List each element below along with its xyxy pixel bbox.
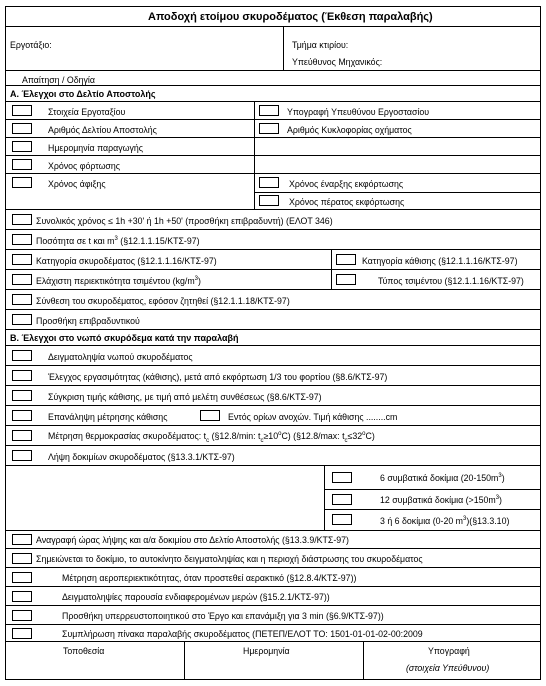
- slump-repeat-checkbox[interactable]: [12, 410, 32, 421]
- row-unloading-end: [6, 192, 540, 210]
- signature-label: Υπογραφή: [428, 646, 470, 656]
- row-table-fill: [6, 625, 540, 642]
- cement-type-checkbox[interactable]: [336, 274, 356, 285]
- twelve-specimens-checkbox[interactable]: [332, 494, 352, 505]
- quantity-prefix: Ποσότητα σε t και m: [36, 236, 115, 246]
- min-cement-divider: [331, 270, 332, 290]
- loading-time-label: Χρόνος φόρτωσης: [48, 161, 120, 171]
- total-time-checkbox[interactable]: [12, 214, 32, 225]
- temperature-prefix: Μέτρηση θερμοκρασίας σκυροδέματος: t: [48, 431, 207, 441]
- air-content-checkbox[interactable]: [12, 572, 32, 583]
- arrival-time-checkbox[interactable]: [12, 177, 32, 188]
- sampling-label: Δειγματοληψία νωπού σκυροδέματος: [48, 352, 193, 362]
- retarder-label: Προσθήκη επιβραδυντικού: [36, 316, 140, 326]
- row-note-specimen: [6, 549, 540, 568]
- quantity-unit-exponent: 3: [114, 236, 118, 243]
- min-cement-prefix: Ελάχιστη περιεκτικότητα τσιμέντου (kg/m: [36, 276, 195, 286]
- quantity-label: [36, 236, 200, 247]
- arrival-time-label: Χρόνος άφιξης: [48, 179, 106, 189]
- temperature-min-2: ≥10: [263, 431, 279, 441]
- twelve-specimens-text: 12 συμβατικά δοκίμια (>150m: [380, 495, 496, 505]
- temperature-min-1: (§12.8/min: t: [209, 431, 261, 441]
- footer-divider-2: [363, 642, 364, 680]
- min-cement-suffix: ): [198, 276, 201, 286]
- section-b-heading-row: [6, 330, 540, 346]
- quantity-suffix: (§12.1.1.15/ΚΤΣ-97): [117, 236, 200, 246]
- row-twelve-specimens: [324, 490, 540, 510]
- row-min-cement: [6, 270, 540, 290]
- requirement-row: [6, 71, 540, 86]
- row-production-date: [6, 138, 540, 156]
- row-slump-compare: [6, 386, 540, 406]
- production-date-checkbox[interactable]: [12, 141, 32, 152]
- unloading-start-checkbox[interactable]: [259, 177, 279, 188]
- title-row: [6, 7, 540, 27]
- temperature-checkbox[interactable]: [12, 430, 32, 441]
- table-fill-label: Συμπλήρωση πίνακα παραλαβής σκυροδέματος (ΠΕΤΕΠ/ΕΛΟΤ ΤΟ: 1501-01-01-02-00:2009: [62, 629, 423, 639]
- acceptance-form: [5, 6, 541, 680]
- slump-compare-label: Σύγκριση τιμής κάθισης, με τιμή από μελέτη συνθέσεως (§8.6/ΚΤΣ-97): [48, 392, 322, 402]
- concrete-class-divider: [331, 250, 332, 270]
- header-divider: [283, 27, 284, 71]
- temperature-degree-1: o: [278, 431, 282, 438]
- sampling-checkbox[interactable]: [12, 350, 32, 361]
- plant-manager-signature-label: Υπογραφή Υπευθύνου Εργοστασίου: [287, 107, 430, 117]
- table-fill-checkbox[interactable]: [12, 628, 32, 639]
- row-quantity: [6, 230, 540, 250]
- composition-label: Σύνθεση του σκυροδέματος, εφόσον ζητηθεί (§12.1.1.18/ΚΤΣ-97): [36, 296, 290, 306]
- six-specimens-exponent: 3: [498, 473, 502, 480]
- twelve-specimens-end: ): [499, 495, 502, 505]
- six-specimens-end: ): [501, 473, 505, 483]
- concrete-class-checkbox[interactable]: [12, 254, 32, 265]
- three-six-specimens-label: [380, 516, 509, 527]
- production-date-label: Ημερομηνία παραγωγής: [48, 143, 144, 153]
- site-label: Εργοτάξιο:: [10, 40, 52, 50]
- within-tolerance-checkbox[interactable]: [200, 410, 220, 421]
- row-retarder: [6, 310, 540, 330]
- specimens-label: Λήψη δοκιμίων σκυροδέματος (§13.3.1/ΚΤΣ-97): [48, 452, 235, 462]
- delivery-note-label: Αριθμός Δελτίου Αποστολής: [48, 125, 157, 135]
- row-temperature: [6, 426, 540, 446]
- plant-details-label: Στοιχεία Εργοταξίου: [48, 107, 126, 117]
- temperature-degree-2: o: [362, 431, 366, 438]
- location-label: Τοποθεσία: [63, 646, 105, 656]
- vehicle-number-checkbox[interactable]: [259, 123, 279, 134]
- min-cement-checkbox[interactable]: [12, 274, 32, 285]
- unloading-end-label: Χρόνος πέρατος εκφόρτωσης: [289, 197, 405, 207]
- sampling-parties-checkbox[interactable]: [12, 591, 32, 602]
- row-workability: [6, 366, 540, 386]
- unloading-start-label: Χρόνος έναρξης εκφόρτωσης: [289, 179, 404, 189]
- row-loading-time: [6, 156, 540, 174]
- footer-divider-1: [184, 642, 185, 680]
- row-composition: [6, 290, 540, 310]
- signature-note: (στοιχεία Υπεύθυνου): [406, 663, 490, 673]
- row-arrival-time: [6, 174, 540, 192]
- three-six-specimens-text: 3 ή 6 δοκίμια (0-20 m: [380, 516, 464, 526]
- composition-checkbox[interactable]: [12, 294, 32, 305]
- row-sampling: [6, 346, 540, 366]
- six-specimens-text: 6 συμβατικά δοκίμια (20-150m: [380, 473, 499, 483]
- temperature-subscript-3: c: [344, 437, 348, 444]
- unloading-end-checkbox[interactable]: [259, 195, 279, 206]
- section-b-heading: Β. Έλεγχοι στο νωπό σκυρόδεμα κατά την παραλαβή: [10, 333, 239, 343]
- vehicle-number-label: Αριθμός Κυκλοφορίας οχήματος: [287, 125, 412, 135]
- slump-class-label: Κατηγορία κάθισης (§12.1.1.16/ΚΤΣ-97): [362, 256, 518, 266]
- row-three-six-specimens: [324, 510, 540, 530]
- superplasticizer-label: Προσθήκη υπερρευστοποιητικού στο Έργο και επανάμιξη για 3 min (§6.9/ΚΤΣ-97)): [62, 611, 384, 621]
- delivery-note-checkbox[interactable]: [12, 123, 32, 134]
- concrete-class-label: Κατηγορία σκυροδέματος (§12.1.1.16/ΚΤΣ-97): [36, 256, 217, 266]
- plant-details-checkbox[interactable]: [12, 105, 32, 116]
- specimens-checkbox[interactable]: [12, 450, 32, 461]
- retarder-checkbox[interactable]: [12, 314, 32, 325]
- temperature-suffix: C): [365, 431, 375, 441]
- three-six-specimens-suffix: )(§13.3.10): [466, 516, 510, 526]
- temperature-subscript-2: c: [260, 437, 264, 444]
- total-time-label: Συνολικός χρόνος ≤ 1h +30' ή 1h +50' (προσθήκη επιβραδυντή) (ΕΛΟΤ 346): [36, 216, 333, 226]
- temperature-label: [48, 431, 375, 442]
- six-specimens-label: [380, 473, 505, 484]
- specimens-divider: [324, 466, 325, 530]
- six-specimens-checkbox[interactable]: [332, 472, 352, 483]
- temperature-subscript-1: c: [206, 437, 210, 444]
- row-total-time: [6, 210, 540, 230]
- min-cement-label: [36, 276, 201, 287]
- slump-repeat-label: Επανάληψη μέτρησης κάθισης: [48, 412, 168, 422]
- three-six-specimens-exponent: 3: [463, 516, 467, 523]
- header-row: [6, 27, 540, 71]
- requirement-label: Απαίτηση / Οδηγία: [22, 75, 95, 85]
- slump-compare-checkbox[interactable]: [12, 390, 32, 401]
- three-six-specimens-checkbox[interactable]: [332, 514, 352, 525]
- temperature-max-1: C) (§12.8/max: t: [281, 431, 345, 441]
- twelve-specimens-exponent: 3: [495, 495, 500, 502]
- row-specimens: [6, 446, 540, 466]
- form-title: Αποδοχή ετοίμου σκυροδέματος (Έκθεση παραλαβής): [148, 11, 433, 23]
- row-sampling-parties: [6, 587, 540, 606]
- within-tolerance-label: Εντός ορίων ανοχών. Τιμή κάθισης ........cm: [228, 412, 398, 422]
- air-content-label: Μέτρηση αεροπεριεκτικότητας, όταν προστεθεί αερακτικό (§12.8.4/ΚΤΣ-97)): [62, 573, 357, 583]
- sampling-parties-label: Δειγματοληψίες παρουσία ενδιαφερομένων μερών (§15.2.1/ΚΤΣ-97)): [62, 592, 330, 602]
- row-concrete-class: [6, 250, 540, 270]
- note-specimen-checkbox[interactable]: [12, 553, 32, 564]
- row-record-time: [6, 530, 540, 549]
- loading-time-checkbox[interactable]: [12, 159, 32, 170]
- record-time-label: Αναγραφή ώρας λήψης και α/α δοκιμίου στο Δελτίο Αποστολής (§13.3.9/ΚΤΣ-97): [36, 535, 349, 545]
- section-a-heading-row: [6, 86, 540, 102]
- workability-label: Έλεγχος εργασιμότητας (κάθισης), μετά από εκφόρτωση 1/3 του φορτίου (§8.6/ΚΤΣ-97): [48, 372, 388, 382]
- row-plant-details: [6, 102, 540, 120]
- twelve-specimens-label: [380, 495, 502, 506]
- superplasticizer-checkbox[interactable]: [12, 610, 32, 621]
- quantity-checkbox[interactable]: [12, 234, 32, 245]
- plant-manager-signature-checkbox[interactable]: [259, 105, 279, 116]
- row-slump-repeat: [6, 406, 540, 426]
- cement-type-label: Τύπος τσιμέντου (§12.1.1.16/ΚΤΣ-97): [378, 276, 524, 286]
- row-six-specimens: [324, 466, 540, 490]
- row-superplasticizer: [6, 606, 540, 625]
- section-a-divider: [254, 102, 255, 210]
- record-time-checkbox[interactable]: [12, 534, 32, 545]
- date-label: Ημερομηνία: [243, 646, 290, 656]
- min-cement-unit-exponent: 3: [194, 276, 198, 283]
- slump-class-checkbox[interactable]: [336, 254, 356, 265]
- temperature-max-2: ≤32: [347, 431, 363, 441]
- section-a-heading: Α. Έλεγχοι στο Δελτίο Αποστολής: [10, 89, 156, 99]
- note-specimen-label: Σημειώνεται το δοκίμιο, το αυτοκίνητο δειγματοληψίας και η περιοχή διάστρωσης του σκυροδέματος: [36, 554, 423, 564]
- engineer-label: Υπεύθυνος Μηχανικός:: [292, 57, 383, 67]
- row-delivery-note: [6, 120, 540, 138]
- row-air-content: [6, 568, 540, 587]
- building-section-label: Τμήμα κτιρίου:: [292, 40, 349, 50]
- workability-checkbox[interactable]: [12, 370, 32, 381]
